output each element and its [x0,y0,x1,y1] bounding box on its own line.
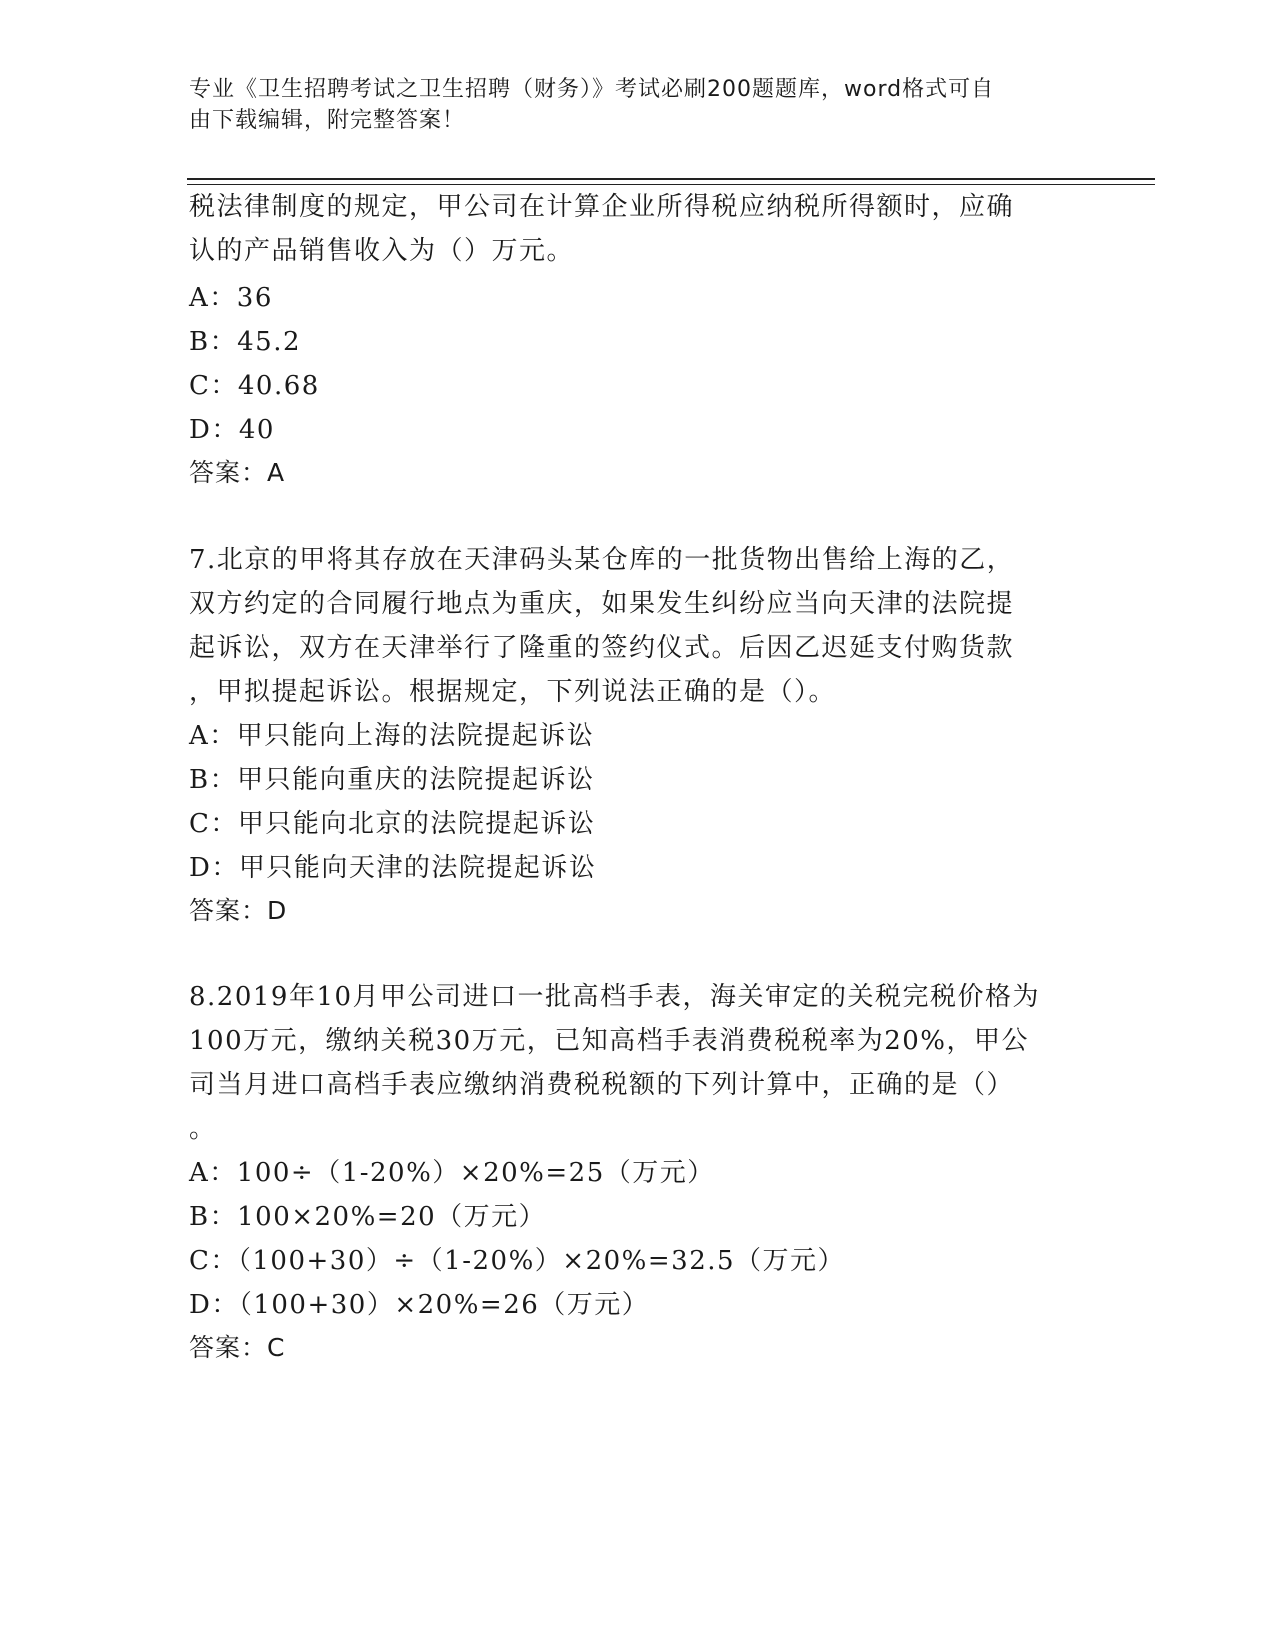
option-c: C：（100+30）÷（1-20%）×20%=32.5（万元） [189,1246,846,1276]
page-header [189,74,1089,136]
option-b: B：45.2 [189,327,301,357]
question-stem-line: 司当月进口高档手表应缴纳消费税税额的下列计算中，正确的是（） [189,1070,1015,1100]
header-rule-thin [187,184,1155,185]
question-stem-line: 双方约定的合同履行地点为重庆，如果发生纠纷应当向天津的法院提 [189,589,1015,619]
question-stem-line: ，甲拟提起诉讼。根据规定，下列说法正确的是（）。 [189,677,837,707]
header-line: 专业《卫生招聘考试之卫生招聘（财务）》考试必刷200题题库，word格式可自 [189,77,995,102]
header-line: 由下载编辑，附完整答案！ [189,108,466,133]
answer: 答案：C [189,1333,286,1362]
option-d: D：甲只能向天津的法院提起诉讼 [189,853,597,883]
question-stem-line: 起诉讼，双方在天津举行了隆重的签约仪式。后因乙迟延支付购货款 [189,633,1015,663]
header-rule-thick [187,178,1155,180]
question-stem-line: 7.北京的甲将其存放在天津码头某仓库的一批货物出售给上海的乙， [189,545,1015,575]
option-a: A：甲只能向上海的法院提起诉讼 [189,721,595,751]
answer: 答案：D [189,896,288,925]
option-d: D：（100+30）×20%=26（万元） [189,1290,650,1320]
question-stem-line: 认的产品销售收入为（）万元。 [189,236,575,266]
option-b: B：100×20%=20（万元） [189,1202,547,1232]
question-stem-line: 100万元，缴纳关税30万元，已知高档手表消费税税率为20%，甲公 [189,1026,1029,1056]
question-stem-line: 8.2019年10月甲公司进口一批高档手表，海关审定的关税完税价格为 [189,982,1041,1012]
question-stem-line: 税法律制度的规定，甲公司在计算企业所得税应纳税所得额时，应确 [189,192,1015,222]
option-c: C：40.68 [189,371,320,401]
option-a: A：100÷（1-20%）×20%=25（万元） [189,1158,715,1188]
option-a: A：36 [189,283,273,313]
answer: 答案：A [189,458,286,487]
question-stem-line: 。 [189,1114,217,1144]
option-d: D：40 [189,415,275,445]
option-b: B：甲只能向重庆的法院提起诉讼 [189,765,595,795]
option-c: C：甲只能向北京的法院提起诉讼 [189,809,596,839]
